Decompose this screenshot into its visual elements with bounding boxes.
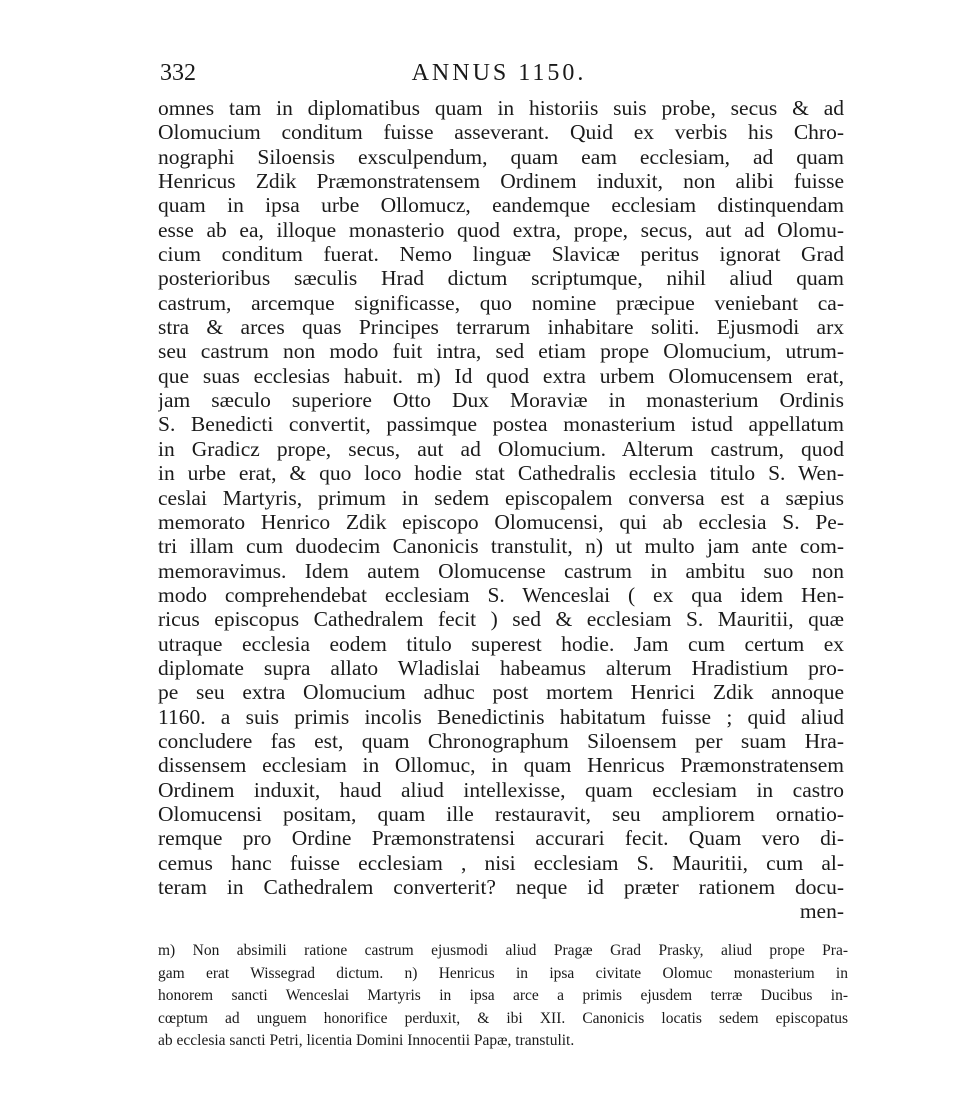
text-line: teram in Cathedralem converterit? neque id præter rationem docu-	[158, 875, 844, 899]
text-line: Olomucensi positam, quam ille restauravit, seu ampliorem ornatio-	[158, 801, 844, 826]
text-line: in urbe erat, & quo loco hodie stat Cathedralis ecclesia titulo S. Wen-	[158, 461, 844, 486]
text-line: memorato Henrico Zdik episcopo Olomucensi, qui ab ecclesia S. Pe-	[158, 509, 844, 534]
text-line: posterioribus sæculis Hrad dictum scriptumque, nihil aliud quam	[158, 266, 844, 291]
footnote-line: ab ecclesia sancti Petri, licentia Domini Innocentii Papæ, transtulit.	[158, 1032, 575, 1049]
text-line: tri illam cum duodecim Canonicis transtulit, n) ut multo jam ante com-	[158, 534, 844, 559]
text-line: modo comprehendebat ecclesiam S. Wenceslai ( ex qua idem Hen-	[158, 582, 844, 607]
text-line: concludere fas est, quam Chronographum Siloensem per suam Hra-	[158, 728, 844, 753]
main-text	[158, 96, 844, 924]
footnote-line: m) Non absimili ratione castrum ejusmodi aliud Pragæ Grad Prasky, aliud prope Pra-	[158, 942, 848, 959]
text-line: Ordinem induxit, haud aliud intellexisse, quam ecclesiam in castro	[158, 777, 844, 802]
running-title: ANNUS 1150.	[411, 60, 587, 86]
text-line: ricus episcopus Cathedralem fecit ) sed & ecclesiam S. Mauritii, quæ	[158, 607, 844, 632]
text-line: cium conditum fuerat. Nemo linguæ Slavicæ peritus ignorat Grad	[158, 242, 844, 267]
page-header	[158, 60, 840, 94]
text-line: in Gradicz prope, secus, aut ad Olomucium. Alterum castrum, quod	[158, 436, 844, 461]
text-line: seu castrum non modo fuit intra, sed etiam prope Olomucium, utrum-	[158, 339, 844, 364]
text-line: remque pro Ordine Præmonstratensi accurari fecit. Quam vero di-	[158, 826, 844, 851]
footnote-line: cœptum ad unguem honorifice perduxit, & ibi XII. Canonicis locatis sedem episcopatus	[158, 1009, 848, 1027]
text-line: stra & arces quas Principes terrarum inhabitare soliti. Ejusmodi arx	[158, 315, 844, 340]
text-line: omnes tam in diplomatibus quam in historiis suis probe, secus & ad	[158, 96, 844, 120]
text-line: jam sæculo superiore Otto Dux Moraviæ in monasterium Ordinis	[158, 388, 844, 413]
text-line: memoravimus. Idem autem Olomucense castrum in ambitu suo non	[158, 558, 844, 583]
text-line: castrum, arcemque significasse, quo nomine præcipue veniebant ca-	[158, 290, 844, 315]
text-line: ceslai Martyris, primum in sedem episcopalem conversa est a sæpius	[158, 485, 844, 510]
text-line: pe seu extra Olomucium adhuc post mortem Henrici Zdik annoque	[158, 680, 844, 705]
text-line: dissensem ecclesiam in Ollomuc, in quam Henricus Præmonstratensem	[158, 753, 844, 778]
text-line: diplomate supra allato Wladislai habeamus alterum Hradistium pro-	[158, 655, 844, 680]
text-line: que suas ecclesias habuit. m) Id quod extra urbem Olomucensem erat,	[158, 363, 844, 388]
text-line: Henricus Zdik Præmonstratensem Ordinem induxit, non alibi fuisse	[158, 169, 844, 194]
text-line: S. Benedicti convertit, passimque postea monasterium istud appellatum	[158, 412, 844, 437]
text-line: utraque ecclesia eodem titulo superest hodie. Jam cum certum ex	[158, 631, 844, 656]
text-line: men-	[799, 899, 844, 924]
footnote-line: gam erat Wissegrad dictum. n) Henricus in ipsa civitate Olomuc monasterium in	[158, 964, 848, 982]
footnotes	[158, 940, 848, 1053]
text-line: cemus hanc fuisse ecclesiam , nisi ecclesiam S. Mauritii, cum al-	[158, 850, 844, 875]
footnote-line: honorem sancti Wenceslai Martyris in ipsa arce a primis ejusdem terræ Ducibus in-	[158, 987, 848, 1004]
text-line: quam in ipsa urbe Ollomucz, eandemque ecclesiam distinquendam	[158, 193, 844, 218]
text-line: esse ab ea, illoque monasterio quod extra, prope, secus, aut ad Olomu-	[158, 217, 844, 242]
page-number: 332	[160, 60, 196, 86]
text-line: nographi Siloensis exsculpendum, quam eam ecclesiam, ad quam	[158, 144, 844, 169]
text-line: 1160. a suis primis incolis Benedictinis habitatum fuisse ; quid aliud	[158, 704, 844, 729]
text-line: Olomucium conditum fuisse asseverant. Quid ex verbis his Chro-	[158, 120, 844, 145]
